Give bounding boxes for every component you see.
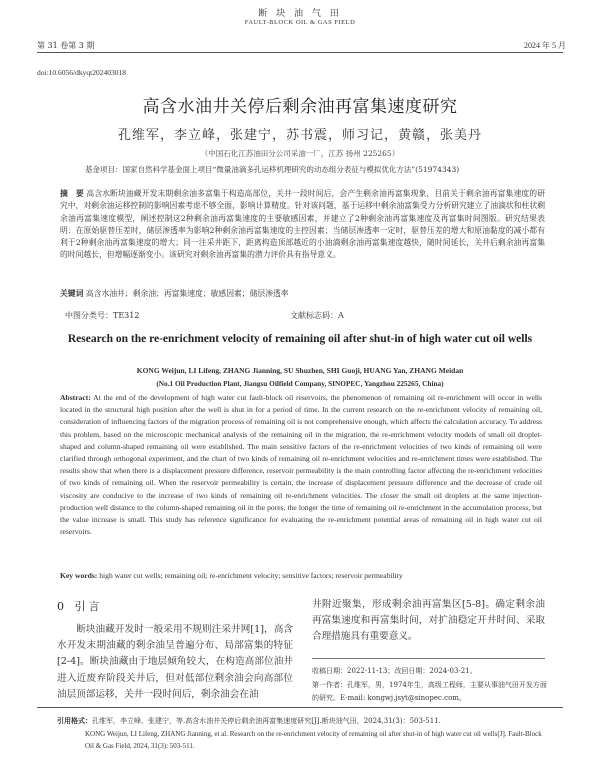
issue-date: 2024 年 5 月 bbox=[524, 41, 566, 50]
keywords-cn bbox=[60, 288, 545, 299]
section-heading-intro bbox=[57, 598, 103, 614]
classification-value: TE312 bbox=[113, 311, 140, 320]
classification bbox=[65, 310, 139, 321]
citation-cn: 孔维军，李立峰，张建宁，等.高含水油井关停后剩余油再富集速度研究[J].断块油气田，2024,31(3)：503-511. bbox=[92, 717, 441, 725]
section-title: 引言 bbox=[74, 600, 103, 613]
document-code bbox=[290, 310, 344, 321]
citation-block bbox=[57, 715, 552, 753]
intro-paragraph-right: 井附近聚集，形成剩余油再富集区[5-8]。确定剩余油再富集速度和再富集时间，对扩油稳定开井时间、采取合理措施具有重要意义。 bbox=[312, 599, 545, 643]
footnote-rule bbox=[312, 658, 545, 659]
section-number: 0 bbox=[57, 600, 64, 613]
received-dates: 收稿日期：2022-11-13；改回日期：2024-03-21。 bbox=[312, 667, 477, 675]
keywords-en-label: Key words: bbox=[60, 571, 98, 580]
authors-en: KONG Weijun, LI Lifeng, ZHANG Jianning, SU Shuzhen, SHI Guoji, HUANG Yan, ZHANG Meidan bbox=[136, 366, 464, 375]
abstract-cn-text: 高含水断块油藏开发末期剩余油多富集于构造高部位，关井一段时间后，会产生剩余油再富集现象，目前关于剩余油再富集速度的研究中，对剩余油运移控制的影响因素考虑不够全面，影响计算精度。针对该问题，基于运移中剩余油富集受力分析研究建立了油滴状和柱状剩余油再富集速度模型，阐述控制这2种剩余油再富集速度的主要敏感因素，并建立了2种剩余油再富集速度及再富集时间图版。研究结果表明：在原始驱替压差时，储层渗透率为影响2种剩余油再富集速度的主控因素；当储层渗透率一定时，驱替压差的增大和原油黏度的减小都有利于2种剩余油再富集速度的增大；同一注采井距下，距离构造顶部越近的小油滴剩余油再富集速度越快，随时间延长，关井后剩余油再富集的时间越长，但增幅逐渐变小。该研究对剩余油再富集的潜力评价具有指导意义。 bbox=[60, 189, 545, 260]
classification-label: 中图分类号： bbox=[65, 311, 113, 320]
keywords-en bbox=[60, 571, 542, 580]
abstract-en-text: At the end of the development of high water cut fault-block oil reservoirs, the phenomenon of remaining oil re-enrichment will occur in wells located in the structural high position after the well is shut in for a period of time. In the current research on the re-enrichment velocity of remaining oil, consideration of influencing factors of the migration process of remaining oil is not comprehensive enough, which affects the calculation accuracy. To address this problem, based on the microscopic mechanical analysis of the remaining oil in the migration, the re-enrichment velocity models of small oil droplet-shaped and column-shaped remaining oil were established. The main sensitive factors of the re-enrichment velocities of two kinds of remaining oil were clarified through orthogonal experiment, and the chart of two kinds of remaining oil re-enrichment velocities and re-enrichment times were established. The results show that when there is a displacement pressure difference, reservoir permeability is the main controlling factor affecting the re-enrichment velocities of two kinds of remaining oil. When the reservoir permeability is certain, the increase of displacement pressure difference and the decrease of crude oil viscosity are conducive to the increase of two kinds of remaining oil re-enrichment velocities. The closer the small oil droplets at the same injection-production well distance to the column-shaped remaining oil in the pores, the longer the time of remaining oil re-enrichment in the accumulation process, but the value increase is small. This study has reference significance for evaluating the re-enrichment potential areas of remaining oil in high water cut oil reservoirs. bbox=[60, 393, 542, 537]
citation-rule bbox=[37, 707, 563, 708]
journal-title-en: FAULT-BLOCK OIL & GAS FIELD bbox=[244, 19, 356, 26]
header-rule bbox=[37, 52, 563, 53]
doc-code-label: 文献标志码： bbox=[290, 311, 338, 320]
keywords-cn-text: 高含水油井；剩余油；再富集速度；敏感因素；储层渗透率 bbox=[85, 289, 289, 298]
authors-cn: 孔维军，李立峰，张建宁，苏书震，师习记，黄赣，张美丹 bbox=[117, 128, 482, 143]
keywords-cn-label: 关键词 bbox=[60, 289, 84, 298]
abstract-en-label: Abstract: bbox=[60, 393, 91, 402]
abstract-cn-label: 摘 要 bbox=[60, 189, 84, 198]
volume-issue: 第 31 卷第 3 期 bbox=[37, 41, 95, 50]
received-info bbox=[312, 665, 552, 706]
intro-paragraph-left: 断块油藏开发时一般采用不规则注采井网[1]，高含水开发末期油藏的剩余油呈普遍分布、局部富集的特征[2-4]。断块油藏由于地层倾角较大，在构造高部位油井进入近废弃阶段关井后，但对低部位剩余油会向高部位油层顶部运移，关井一段时间后，剩余油会在油 bbox=[57, 624, 293, 700]
doi: doi:10.6056/dkyqt202403018 bbox=[37, 68, 126, 77]
affiliation-en: (No.1 Oil Production Plant, Jiangsu Oilfield Company, SINOPEC, Yangzhou 225265, China) bbox=[156, 379, 444, 388]
journal-title-cn: 断 块 油 气 田 bbox=[258, 9, 342, 19]
keywords-en-text: high water cut wells; remaining oil; re-enrichment velocity; sensitive factors; reservoir permeability bbox=[99, 571, 403, 580]
fund-note: 基金项目：国家自然科学基金面上项目“微量油滴多孔运移机理研究的动态组分表征与模拟优化方法”(51974343) bbox=[85, 165, 460, 174]
doc-code-value: A bbox=[338, 311, 344, 320]
page-title-en: Research on the re-enrichment velocity of remaining oil after shut-in of high water cut oil wells bbox=[67, 333, 533, 345]
abstract-en bbox=[60, 392, 542, 538]
citation-label: 引用格式： bbox=[57, 716, 92, 725]
citation-en: KONG Weijun, LI Lifeng, ZHANG Jianning, et al. Research on the re-enrichment velocity of remaining oil after shut-in of high water cut oil wells[J]. Fault-Block Oil & Gas Field, 2024, 31(3): 503-511. bbox=[85, 729, 542, 750]
first-author-info: 第一作者：孔维军，男，1974年生，高级工程师，主要从事油气田开发方面的研究。E-mail: kongwj.jsyt@sinopec.com。 bbox=[312, 680, 547, 702]
abstract-cn bbox=[60, 188, 545, 262]
page-title-cn: 高含水油井关停后剩余油再富集速度研究 bbox=[142, 97, 458, 117]
affiliation-cn: （中国石化江苏油田分公司采油一厂，江苏 扬州 225265） bbox=[200, 149, 400, 158]
